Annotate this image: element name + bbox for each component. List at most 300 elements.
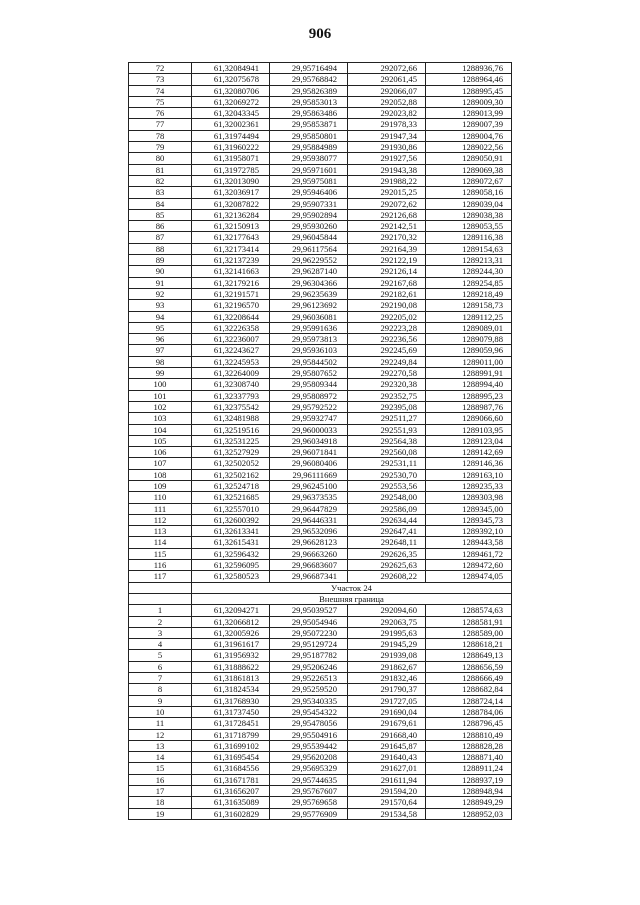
point-number-cell: 116 — [129, 560, 192, 571]
point-number-cell: 8 — [129, 684, 192, 695]
x-coordinate-cell: 292205,02 — [348, 311, 426, 322]
point-number-cell: 103 — [129, 413, 192, 424]
latitude-cell: 61,32600392 — [192, 514, 270, 525]
x-coordinate-cell: 291611,94 — [348, 774, 426, 785]
table-row — [129, 661, 512, 672]
latitude-cell: 61,32080706 — [192, 85, 270, 96]
table-row — [129, 130, 512, 141]
y-coordinate-cell: 1289244,30 — [426, 266, 512, 277]
point-number-cell: 15 — [129, 763, 192, 774]
y-coordinate-cell: 1289069,38 — [426, 164, 512, 175]
x-coordinate-cell: 291832,46 — [348, 673, 426, 684]
y-coordinate-cell: 1288574,63 — [426, 605, 512, 616]
table-row — [129, 435, 512, 446]
table-row — [129, 729, 512, 740]
longitude-cell: 29,96235639 — [270, 288, 348, 299]
longitude-cell: 29,96036081 — [270, 311, 348, 322]
longitude-cell: 29,95695329 — [270, 763, 348, 774]
point-number-cell: 2 — [129, 616, 192, 627]
table-row — [129, 627, 512, 638]
point-number-cell: 88 — [129, 243, 192, 254]
y-coordinate-cell: 1289053,55 — [426, 221, 512, 232]
y-coordinate-cell: 1289050,91 — [426, 153, 512, 164]
table-row — [129, 492, 512, 503]
table-row — [129, 277, 512, 288]
longitude-cell: 29,95808972 — [270, 390, 348, 401]
point-number-cell: 93 — [129, 300, 192, 311]
longitude-cell: 29,95971601 — [270, 164, 348, 175]
table-row — [129, 797, 512, 808]
y-coordinate-cell: 1289142,69 — [426, 447, 512, 458]
x-coordinate-cell: 292608,22 — [348, 571, 426, 582]
latitude-cell: 61,32580523 — [192, 571, 270, 582]
point-number-cell: 87 — [129, 232, 192, 243]
latitude-cell: 61,31656207 — [192, 786, 270, 797]
latitude-cell: 61,32245953 — [192, 356, 270, 367]
longitude-cell: 29,95946406 — [270, 187, 348, 198]
y-coordinate-cell: 1288828,28 — [426, 740, 512, 751]
y-coordinate-cell: 1289079,88 — [426, 334, 512, 345]
point-number-cell: 98 — [129, 356, 192, 367]
y-coordinate-cell: 1289461,72 — [426, 548, 512, 559]
table-row — [129, 85, 512, 96]
x-coordinate-cell: 291947,34 — [348, 130, 426, 141]
latitude-cell: 61,32226358 — [192, 322, 270, 333]
longitude-cell: 29,96117564 — [270, 243, 348, 254]
x-coordinate-cell: 292395,08 — [348, 401, 426, 412]
table-row — [129, 300, 512, 311]
table-row — [129, 164, 512, 175]
table-row — [129, 345, 512, 356]
y-coordinate-cell: 1288656,59 — [426, 661, 512, 672]
point-number-cell: 19 — [129, 808, 192, 819]
y-coordinate-cell: 1289058,16 — [426, 187, 512, 198]
longitude-cell: 29,95792522 — [270, 401, 348, 412]
point-number-cell: 74 — [129, 85, 192, 96]
longitude-cell: 29,96123692 — [270, 300, 348, 311]
y-coordinate-cell: 1289059,96 — [426, 345, 512, 356]
x-coordinate-cell: 292182,61 — [348, 288, 426, 299]
point-number-cell: 90 — [129, 266, 192, 277]
longitude-cell: 29,96229552 — [270, 255, 348, 266]
y-coordinate-cell: 1288784,06 — [426, 706, 512, 717]
point-number-cell: 95 — [129, 322, 192, 333]
x-coordinate-cell: 291645,87 — [348, 740, 426, 751]
point-number-cell: 81 — [129, 164, 192, 175]
table-row — [129, 650, 512, 661]
point-number-cell: 109 — [129, 480, 192, 491]
longitude-cell: 29,96287140 — [270, 266, 348, 277]
x-coordinate-cell: 292625,63 — [348, 560, 426, 571]
latitude-cell: 61,32615431 — [192, 537, 270, 548]
longitude-cell: 29,95853871 — [270, 119, 348, 130]
y-coordinate-cell: 1289038,38 — [426, 209, 512, 220]
table-row — [129, 96, 512, 107]
latitude-cell: 61,32481988 — [192, 413, 270, 424]
y-coordinate-cell: 1289345,73 — [426, 514, 512, 525]
latitude-cell: 61,32005926 — [192, 627, 270, 638]
table-row — [129, 424, 512, 435]
x-coordinate-cell: 292530,70 — [348, 469, 426, 480]
y-coordinate-cell: 1289474,05 — [426, 571, 512, 582]
y-coordinate-cell: 1289158,73 — [426, 300, 512, 311]
point-number-cell: 117 — [129, 571, 192, 582]
point-number-cell: 76 — [129, 108, 192, 119]
table-row — [129, 401, 512, 412]
longitude-cell: 29,95054946 — [270, 616, 348, 627]
point-number-cell: 11 — [129, 718, 192, 729]
point-number-cell: 104 — [129, 424, 192, 435]
x-coordinate-cell: 292560,08 — [348, 447, 426, 458]
point-number-cell: 14 — [129, 752, 192, 763]
latitude-cell: 61,31958071 — [192, 153, 270, 164]
x-coordinate-cell: 292066,07 — [348, 85, 426, 96]
table-row — [129, 514, 512, 525]
latitude-cell: 61,31956932 — [192, 650, 270, 661]
y-coordinate-cell: 1289066,60 — [426, 413, 512, 424]
table-row — [129, 616, 512, 627]
y-coordinate-cell: 1289213,31 — [426, 255, 512, 266]
table-row — [129, 221, 512, 232]
table-row — [129, 763, 512, 774]
point-number-cell: 85 — [129, 209, 192, 220]
y-coordinate-cell: 1288994,40 — [426, 379, 512, 390]
y-coordinate-cell: 1288964,46 — [426, 74, 512, 85]
y-coordinate-cell: 1288995,45 — [426, 85, 512, 96]
longitude-cell: 29,95716494 — [270, 63, 348, 74]
point-number-cell: 83 — [129, 187, 192, 198]
table-row — [129, 142, 512, 153]
longitude-cell: 29,96045844 — [270, 232, 348, 243]
y-coordinate-cell: 1289443,58 — [426, 537, 512, 548]
x-coordinate-cell: 292647,41 — [348, 526, 426, 537]
point-number-cell: 115 — [129, 548, 192, 559]
x-coordinate-cell: 291727,05 — [348, 695, 426, 706]
x-coordinate-cell: 291594,20 — [348, 786, 426, 797]
y-coordinate-cell: 1289011,00 — [426, 356, 512, 367]
table-row — [129, 695, 512, 706]
point-number-cell: 111 — [129, 503, 192, 514]
latitude-cell: 61,32236007 — [192, 334, 270, 345]
y-coordinate-cell: 1288937,19 — [426, 774, 512, 785]
point-number-cell: 80 — [129, 153, 192, 164]
latitude-cell: 61,32087822 — [192, 198, 270, 209]
longitude-cell: 29,95844502 — [270, 356, 348, 367]
x-coordinate-cell: 291690,04 — [348, 706, 426, 717]
y-coordinate-cell: 1288618,21 — [426, 639, 512, 650]
table-row — [129, 379, 512, 390]
x-coordinate-cell: 292122,19 — [348, 255, 426, 266]
point-number-cell: 72 — [129, 63, 192, 74]
table-row — [129, 480, 512, 491]
x-coordinate-cell: 292023,82 — [348, 108, 426, 119]
longitude-cell: 29,95478056 — [270, 718, 348, 729]
longitude-cell: 29,95768842 — [270, 74, 348, 85]
longitude-cell: 29,96071841 — [270, 447, 348, 458]
point-number-cell: 73 — [129, 74, 192, 85]
latitude-cell: 61,32043345 — [192, 108, 270, 119]
longitude-cell: 29,96304366 — [270, 277, 348, 288]
table-row — [129, 548, 512, 559]
longitude-cell: 29,96245100 — [270, 480, 348, 491]
y-coordinate-cell: 1289123,04 — [426, 435, 512, 446]
latitude-cell: 61,31972785 — [192, 164, 270, 175]
point-number-cell: 82 — [129, 175, 192, 186]
point-number-cell: 94 — [129, 311, 192, 322]
point-number-cell: 6 — [129, 661, 192, 672]
y-coordinate-cell: 1289163,10 — [426, 469, 512, 480]
latitude-cell: 61,31671781 — [192, 774, 270, 785]
longitude-cell: 29,95187782 — [270, 650, 348, 661]
y-coordinate-cell: 1289235,33 — [426, 480, 512, 491]
latitude-cell: 61,32136284 — [192, 209, 270, 220]
point-number-cell: 89 — [129, 255, 192, 266]
table-row — [129, 560, 512, 571]
x-coordinate-cell: 292142,51 — [348, 221, 426, 232]
latitude-cell: 61,31699102 — [192, 740, 270, 751]
y-coordinate-cell: 1289103,95 — [426, 424, 512, 435]
x-coordinate-cell: 292586,09 — [348, 503, 426, 514]
latitude-cell: 61,31718799 — [192, 729, 270, 740]
table-row — [129, 639, 512, 650]
table-row — [129, 469, 512, 480]
table-row — [129, 311, 512, 322]
table-row — [129, 458, 512, 469]
table-row — [129, 673, 512, 684]
longitude-cell: 29,95938077 — [270, 153, 348, 164]
longitude-cell: 29,96532096 — [270, 526, 348, 537]
y-coordinate-cell: 1289112,25 — [426, 311, 512, 322]
point-number-cell: 18 — [129, 797, 192, 808]
x-coordinate-cell: 291995,63 — [348, 627, 426, 638]
longitude-cell: 29,95776909 — [270, 808, 348, 819]
latitude-cell: 61,32196570 — [192, 300, 270, 311]
x-coordinate-cell: 291943,38 — [348, 164, 426, 175]
x-coordinate-cell: 291570,64 — [348, 797, 426, 808]
point-number-cell: 17 — [129, 786, 192, 797]
y-coordinate-cell: 1289022,56 — [426, 142, 512, 153]
latitude-cell: 61,32013090 — [192, 175, 270, 186]
point-number-cell: 114 — [129, 537, 192, 548]
point-number-cell: 9 — [129, 695, 192, 706]
table-row — [129, 605, 512, 616]
x-coordinate-cell: 292511,27 — [348, 413, 426, 424]
longitude-cell: 29,95504916 — [270, 729, 348, 740]
x-coordinate-cell: 292551,93 — [348, 424, 426, 435]
x-coordinate-cell: 292072,62 — [348, 198, 426, 209]
y-coordinate-cell: 1289116,38 — [426, 232, 512, 243]
x-coordinate-cell: 292052,88 — [348, 96, 426, 107]
table-row — [129, 187, 512, 198]
point-number-cell: 97 — [129, 345, 192, 356]
x-coordinate-cell: 291640,43 — [348, 752, 426, 763]
longitude-cell: 29,95620208 — [270, 752, 348, 763]
point-number-cell: 16 — [129, 774, 192, 785]
x-coordinate-cell: 292061,45 — [348, 74, 426, 85]
latitude-cell: 61,31861813 — [192, 673, 270, 684]
x-coordinate-cell: 292270,58 — [348, 368, 426, 379]
x-coordinate-cell: 292553,56 — [348, 480, 426, 491]
x-coordinate-cell: 291939,08 — [348, 650, 426, 661]
table-row — [129, 153, 512, 164]
y-coordinate-cell: 1289303,98 — [426, 492, 512, 503]
table-row — [129, 774, 512, 785]
point-number-cell: 1 — [129, 605, 192, 616]
latitude-cell: 61,32521685 — [192, 492, 270, 503]
longitude-cell: 29,95907331 — [270, 198, 348, 209]
point-number-cell: 96 — [129, 334, 192, 345]
table-row — [129, 334, 512, 345]
longitude-cell: 29,96080406 — [270, 458, 348, 469]
y-coordinate-cell: 1288724,14 — [426, 695, 512, 706]
latitude-cell: 61,31602829 — [192, 808, 270, 819]
x-coordinate-cell: 292164,39 — [348, 243, 426, 254]
y-coordinate-cell: 1288666,49 — [426, 673, 512, 684]
point-number-cell: 105 — [129, 435, 192, 446]
longitude-cell: 29,96447829 — [270, 503, 348, 514]
table-row — [129, 368, 512, 379]
x-coordinate-cell: 291927,56 — [348, 153, 426, 164]
latitude-cell: 61,32308740 — [192, 379, 270, 390]
y-coordinate-cell: 1289072,67 — [426, 175, 512, 186]
y-coordinate-cell: 1289004,76 — [426, 130, 512, 141]
x-coordinate-cell: 292548,00 — [348, 492, 426, 503]
longitude-cell: 29,95767607 — [270, 786, 348, 797]
longitude-cell: 29,95863486 — [270, 108, 348, 119]
subsection-title-row — [129, 593, 512, 604]
y-coordinate-cell: 1288871,40 — [426, 752, 512, 763]
point-number-cell: 112 — [129, 514, 192, 525]
table-row — [129, 390, 512, 401]
longitude-cell: 29,96663260 — [270, 548, 348, 559]
latitude-cell: 61,32036917 — [192, 187, 270, 198]
point-number-cell: 99 — [129, 368, 192, 379]
x-coordinate-cell: 292170,32 — [348, 232, 426, 243]
x-coordinate-cell: 292190,08 — [348, 300, 426, 311]
table-row — [129, 537, 512, 548]
longitude-cell: 29,95884989 — [270, 142, 348, 153]
longitude-cell: 29,95072230 — [270, 627, 348, 638]
x-coordinate-cell: 291862,67 — [348, 661, 426, 672]
point-number-cell: 91 — [129, 277, 192, 288]
y-coordinate-cell: 1289345,00 — [426, 503, 512, 514]
latitude-cell: 61,31695454 — [192, 752, 270, 763]
point-number-cell: 12 — [129, 729, 192, 740]
table-row — [129, 413, 512, 424]
point-number-cell: 107 — [129, 458, 192, 469]
point-number-cell: 4 — [129, 639, 192, 650]
table-body-section-24 — [129, 605, 512, 820]
longitude-cell: 29,95744635 — [270, 774, 348, 785]
table-body-continued — [129, 63, 512, 583]
point-number-cell: 10 — [129, 706, 192, 717]
y-coordinate-cell: 1288649,13 — [426, 650, 512, 661]
x-coordinate-cell: 292126,68 — [348, 209, 426, 220]
latitude-cell: 61,32150913 — [192, 221, 270, 232]
y-coordinate-cell: 1289472,60 — [426, 560, 512, 571]
subsection-title: Внешняя граница — [192, 593, 512, 604]
x-coordinate-cell: 292223,28 — [348, 322, 426, 333]
y-coordinate-cell: 1288589,00 — [426, 627, 512, 638]
point-number-cell: 100 — [129, 379, 192, 390]
table-row — [129, 706, 512, 717]
y-coordinate-cell: 1289392,10 — [426, 526, 512, 537]
y-coordinate-cell: 1288911,24 — [426, 763, 512, 774]
x-coordinate-cell: 292245,69 — [348, 345, 426, 356]
x-coordinate-cell: 292167,68 — [348, 277, 426, 288]
table-row — [129, 266, 512, 277]
point-number-cell: 110 — [129, 492, 192, 503]
longitude-cell: 29,96034918 — [270, 435, 348, 446]
point-number-cell: 13 — [129, 740, 192, 751]
x-coordinate-cell: 292236,56 — [348, 334, 426, 345]
latitude-cell: 61,32527929 — [192, 447, 270, 458]
point-number-cell: 78 — [129, 130, 192, 141]
longitude-cell: 29,95991636 — [270, 322, 348, 333]
longitude-cell: 29,95809344 — [270, 379, 348, 390]
table-row — [129, 232, 512, 243]
longitude-cell: 29,95129724 — [270, 639, 348, 650]
coordinates-table — [128, 62, 512, 820]
y-coordinate-cell: 1289254,85 — [426, 277, 512, 288]
longitude-cell: 29,95454322 — [270, 706, 348, 717]
table-row — [129, 63, 512, 74]
longitude-cell: 29,95826389 — [270, 85, 348, 96]
x-coordinate-cell: 291988,22 — [348, 175, 426, 186]
latitude-cell: 61,32613341 — [192, 526, 270, 537]
latitude-cell: 61,32002361 — [192, 119, 270, 130]
latitude-cell: 61,32243627 — [192, 345, 270, 356]
y-coordinate-cell: 1289007,39 — [426, 119, 512, 130]
y-coordinate-cell: 1289146,36 — [426, 458, 512, 469]
table-row — [129, 356, 512, 367]
table-row — [129, 255, 512, 266]
latitude-cell: 61,31974494 — [192, 130, 270, 141]
point-number-cell: 101 — [129, 390, 192, 401]
table-row — [129, 786, 512, 797]
latitude-cell: 61,32141663 — [192, 266, 270, 277]
x-coordinate-cell: 291679,61 — [348, 718, 426, 729]
x-coordinate-cell: 291930,86 — [348, 142, 426, 153]
longitude-cell: 29,95539442 — [270, 740, 348, 751]
section-title: Участок 24 — [192, 582, 512, 593]
latitude-cell: 61,32375542 — [192, 401, 270, 412]
table-row — [129, 808, 512, 819]
latitude-cell: 61,32069272 — [192, 96, 270, 107]
longitude-cell: 29,96111669 — [270, 469, 348, 480]
point-number-cell: 7 — [129, 673, 192, 684]
x-coordinate-cell: 292626,35 — [348, 548, 426, 559]
x-coordinate-cell: 291627,01 — [348, 763, 426, 774]
x-coordinate-cell: 292094,60 — [348, 605, 426, 616]
latitude-cell: 61,31888622 — [192, 661, 270, 672]
y-coordinate-cell: 1288952,03 — [426, 808, 512, 819]
latitude-cell: 61,32066812 — [192, 616, 270, 627]
latitude-cell: 61,32596095 — [192, 560, 270, 571]
latitude-cell: 61,31961617 — [192, 639, 270, 650]
latitude-cell: 61,32264009 — [192, 368, 270, 379]
table-row — [129, 108, 512, 119]
longitude-cell: 29,96628123 — [270, 537, 348, 548]
latitude-cell: 61,32177643 — [192, 232, 270, 243]
table-row — [129, 322, 512, 333]
x-coordinate-cell: 292063,75 — [348, 616, 426, 627]
y-coordinate-cell: 1288936,76 — [426, 63, 512, 74]
table-row — [129, 119, 512, 130]
point-number-cell: 102 — [129, 401, 192, 412]
latitude-cell: 61,32502052 — [192, 458, 270, 469]
latitude-cell: 61,32191571 — [192, 288, 270, 299]
